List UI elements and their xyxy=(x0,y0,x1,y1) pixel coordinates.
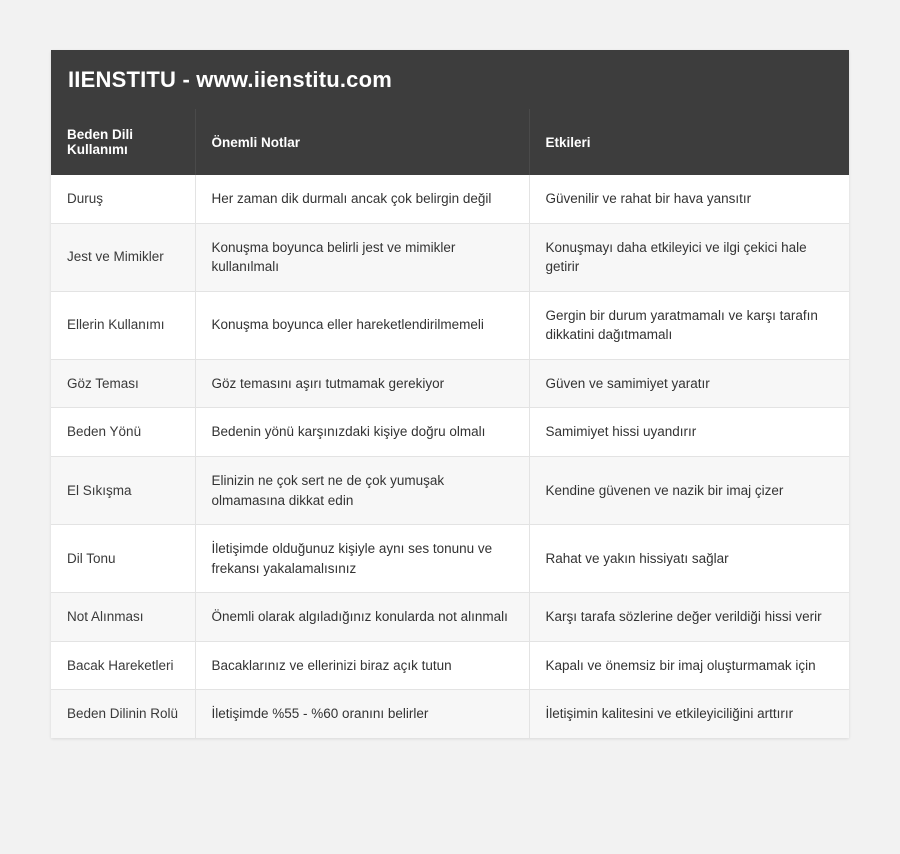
cell-effects: Kendine güvenen ve nazik bir imaj çizer xyxy=(529,456,849,524)
table-row xyxy=(51,525,849,593)
cell-usage: Ellerin Kullanımı xyxy=(51,291,195,359)
table-row xyxy=(51,291,849,359)
cell-notes: Elinizin ne çok sert ne de çok yumuşak olmamasına dikkat edin xyxy=(195,456,529,524)
cell-notes: Göz temasını aşırı tutmamak gerekiyor xyxy=(195,359,529,408)
column-header-effects: Etkileri xyxy=(529,109,849,175)
cell-notes: Her zaman dik durmalı ancak çok belirgin değil xyxy=(195,175,529,223)
cell-usage: Bacak Hareketleri xyxy=(51,641,195,690)
table-row xyxy=(51,359,849,408)
cell-usage: Beden Dilinin Rolü xyxy=(51,690,195,738)
cell-notes: Konuşma boyunca eller hareketlendirilmemeli xyxy=(195,291,529,359)
cell-notes: İletişimde %55 - %60 oranını belirler xyxy=(195,690,529,738)
cell-usage: Jest ve Mimikler xyxy=(51,223,195,291)
cell-usage: Göz Teması xyxy=(51,359,195,408)
table-body xyxy=(51,175,849,738)
cell-effects: Konuşmayı daha etkileyici ve ilgi çekici hale getirir xyxy=(529,223,849,291)
cell-effects: Güvenilir ve rahat bir hava yansıtır xyxy=(529,175,849,223)
table-header-row xyxy=(51,109,849,175)
table-row xyxy=(51,175,849,223)
body-language-table xyxy=(51,109,849,738)
cell-effects: Karşı tarafa sözlerine değer verildiği hissi verir xyxy=(529,593,849,642)
table-row xyxy=(51,690,849,738)
cell-effects: Kapalı ve önemsiz bir imaj oluşturmamak için xyxy=(529,641,849,690)
cell-usage: El Sıkışma xyxy=(51,456,195,524)
cell-effects: İletişimin kalitesini ve etkileyiciliğini arttırır xyxy=(529,690,849,738)
cell-effects: Güven ve samimiyet yaratır xyxy=(529,359,849,408)
cell-notes: Bacaklarınız ve ellerinizi biraz açık tutun xyxy=(195,641,529,690)
column-header-usage: Beden Dili Kullanımı xyxy=(51,109,195,175)
table-row xyxy=(51,641,849,690)
cell-usage: Beden Yönü xyxy=(51,408,195,457)
title-bar xyxy=(51,50,849,109)
table-row xyxy=(51,223,849,291)
table-row xyxy=(51,408,849,457)
table-row xyxy=(51,456,849,524)
cell-effects: Samimiyet hissi uyandırır xyxy=(529,408,849,457)
column-header-notes: Önemli Notlar xyxy=(195,109,529,175)
cell-usage: Dil Tonu xyxy=(51,525,195,593)
content-card xyxy=(51,50,849,738)
page-title: IIENSTITU - www.iienstitu.com xyxy=(68,66,393,92)
cell-notes: İletişimde olduğunuz kişiyle aynı ses tonunu ve frekansı yakalamalısınız xyxy=(195,525,529,593)
cell-notes: Önemli olarak algıladığınız konularda not alınmalı xyxy=(195,593,529,642)
table-header xyxy=(51,109,849,175)
cell-effects: Gergin bir durum yaratmamalı ve karşı tarafın dikkatini dağıtmamalı xyxy=(529,291,849,359)
cell-effects: Rahat ve yakın hissiyatı sağlar xyxy=(529,525,849,593)
table-row xyxy=(51,593,849,642)
cell-notes: Konuşma boyunca belirli jest ve mimikler kullanılmalı xyxy=(195,223,529,291)
cell-usage: Duruş xyxy=(51,175,195,223)
cell-usage: Not Alınması xyxy=(51,593,195,642)
cell-notes: Bedenin yönü karşınızdaki kişiye doğru olmalı xyxy=(195,408,529,457)
